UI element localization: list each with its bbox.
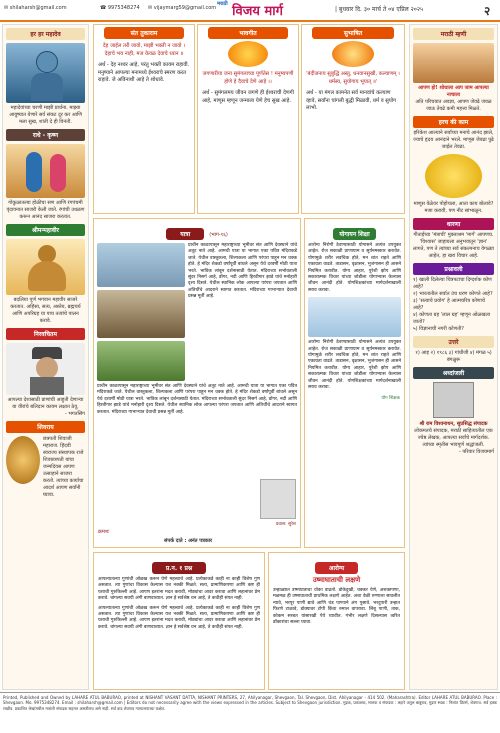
yatra-tag: यात्रा	[166, 228, 204, 240]
prashnavali-section	[413, 263, 494, 333]
bhavgeet-panel	[197, 24, 299, 214]
logo-small-text: मराठी	[217, 1, 228, 7]
shiva-image	[6, 43, 85, 103]
mother-heading: मराठी म्हणी	[413, 28, 494, 40]
dharana-text: गीताईच्या 'मंत्राची' मुक्ताश्रम 'मार्ग' आपणच. 'विश्वास' जाहायला अनुभवातून 'ज्ञान' लागते, पण ते त्यांच्या सर्व संकल्पनाच वेगळ्या आहेत, हा खरा विचार आहे.	[413, 232, 494, 259]
yatra-article	[93, 218, 301, 548]
author-photo	[260, 479, 296, 519]
phone-text: ☎ 9975348274	[100, 5, 140, 11]
shivaray-section	[6, 421, 85, 499]
mother-section	[413, 28, 494, 113]
subhashit-panel	[301, 24, 405, 214]
tukaram-verse: देह जाईल तरी जावो, माझी भक्ती न जावो । देहाचे भय नाही, मज केवळ देवाचे ध्यान ॥	[102, 43, 186, 57]
pn-text: आपल्यातल्या गुणांची ओळख करून घेणे महत्त्वाचे आहे. प्रत्येकाकडे काही ना काही विशेष गुण असतात. त्या गुणांचा विकास केल्यास यश नक्की मिळते. सत्य, प्रामाणिकपणा आणि कष्ट ही यशाची गुरुकिल्ली आहे. आपण इतरांना मदत करावी, मोठ्यांचा आदर करावा आणि लहानांवर प्रेम करावे. चांगल्या सवयी अंगी बाणवाव्यात. ज्ञान हे सर्वश्रेष्ठ धन आहे, ते कधीही संपत नाही.	[98, 577, 260, 602]
yoga-article	[304, 218, 405, 548]
shraddhanjali-section	[413, 367, 494, 456]
question-3: ३) 'सत्याचे प्रयोग' हे आत्मचरित्र कोणाचे आहे?	[413, 298, 485, 311]
subhashit-meaning: अर्थ - या मंगल कामनेत सर्व मानवांचे कल्याण व्हावे, सर्वांना चांगली बुद्धी मिळावी, धर्म व सुयोग लाभो.	[306, 90, 397, 111]
subhashit-image	[332, 41, 374, 67]
shivaray-heading: शिवराय	[6, 421, 85, 433]
subhashit-verse: 'बंदीजनाय सुबुद्धि अस्तु, धनवानसुखी, कल्याणम् । धर्मस्य, सुयोगाय भूयात् ॥'	[306, 71, 400, 85]
newspaper-logo	[198, 1, 302, 20]
har-har-section	[6, 28, 85, 126]
yatra-sub: (भाग-१६)	[209, 232, 228, 238]
masthead	[0, 0, 500, 22]
question-5: ५) विज्ञानाची नगरी कोणती?	[413, 326, 464, 332]
radha-section	[6, 129, 85, 221]
bhavgeet-verse: जगणारीया जना सुमंगलाच्या पूर्णतेस ! मनुष्यपणी होणे हे दैवाचे देणे आहे ।।	[202, 71, 294, 85]
yoga-author: योग शिक्षक	[381, 395, 400, 401]
tukaram-panel	[93, 24, 195, 214]
imprint-text: Printed, Published and Owned by LAHARE ATUL BABURAO, printed at NISHANT VASANT DATTA, NISHANT PRINTERS, 27, Ahilyanagar, Shevgaon, Tal. Shevgaon, Dist. Ahilyanagar - 414 502. (Maharashtra). Editor LAHARE ATUL BABURAO. Place : Shevgaon. Mo. 9975348274. Email : shilaharsh@gmail.com | Editors do not necessarily agree with the views expressed in the articles. Subject to Shevgaon jurisdiction. मुद्रक, प्रकाशक, मालक व संपादक : लहारे अतुल बाबुराव, मुद्रण स्थळ : निशांत प्रिंटर्स, शेवगाव. सर्व हक्क राखीव. प्रकाशित लेखांमधील मतांशी संपादक सहमत असतीलच असे नाही. सर्व वाद शेवगाव न्यायालयाच्या कक्षेत.	[3, 695, 497, 711]
bhagatsingh-image	[6, 343, 85, 395]
tukaram-heading: संत तुकाराम	[104, 27, 184, 39]
pn-article	[93, 552, 265, 690]
pn-tag: प्र.न. १ प्रश्न	[152, 562, 206, 574]
shiva-caption: महादेवांच्या चरणी माझी प्रार्थना. माझ्या आयुष्यात येणारे सर्व संकट दूर कर आणि मला सुख, शांती दे ही विनंती.	[9, 105, 82, 125]
mother-caption: आपण हो! शोधाला आप जाम आपल्या नाचाला	[418, 85, 489, 98]
yatra-text-cont: प्राचीन काळापासून महाराष्ट्राच्या भूमीवर संत आणि देवस्थाने यांचे अतूट नाते आहे. आमची यात्रा या भागात एका पवित्र मंदिराकडे जाते. येथील वास्तुकला, शिल्पकला आणि परंपरा पाहून मन थक्क होते. हे मंदिर शेकडो वर्षांपूर्वी बांधले असून येथे दरवर्षी मोठी यात्रा भरते. भाविक लांबून दर्शनासाठी येतात. मंदिराच्या सभोवताली सुंदर निसर्ग आहे, डोंगर, नदी आणि हिरवीगार झाडे यांचे मनोहारी दृश्य दिसते. येथील स्थानिक लोक आपल्या परंपरा जपतात आणि अतिथींचे आदराने स्वागत करतात. मंदिराच्या गाभाऱ्यात देवाची प्रसन्न मूर्ती आहे.	[97, 384, 297, 415]
pn-text-cont: आपल्यातल्या गुणांची ओळख करून घेणे महत्त्वाचे आहे. प्रत्येकाकडे काही ना काही विशेष गुण असतात. त्या गुणांचा विकास केल्यास यश नक्की मिळते. सत्य, प्रामाणिकपणा आणि कष्ट ही यशाची गुरुकिल्ली आहे. आपण इतरांना मदत करावी, मोठ्यांचा आदर करावा आणि लहानांवर प्रेम करावे. चांगल्या सवयी अंगी बाणवाव्यात. ज्ञान हे सर्वश्रेष्ठ धन आहे, ते कधीही संपत नाही.	[98, 605, 260, 630]
yoga-text: आरोग्य निरोगी ठेवण्यासाठी योगासने अत्यंत उपयुक्त आहेत. रोज सकाळी प्राणायाम व सूर्यनमस्कार करावेत. योगामुळे शरीर लवचिक होते, मन शांत राहते आणि एकाग्रता वाढते. ताडासन, वृक्षासन, भुजंगासन ही आसने नियमित करावीत. योग्य आहार, पुरेशी झोप आणि सकारात्मक विचार यांच्या जोडीला योगाभ्यास केल्यास जीवन आनंदी होते. योगशिक्षकांच्या मार्गदर्शनाखाली सराव करावा.	[308, 243, 401, 293]
radha-caption: गोकुळातल्या होळीचा सण आणि रंगपंचमी वृंदावनात साजरी केली जाते. रंगांची उधळण करून आनंद साजरा करतात.	[6, 200, 85, 220]
singh-caption: आपल्या देशासाठी प्राणांची आहुती देणाऱ्या या वीरांचे बलिदान कायम लक्षात ठेवू.	[7, 397, 84, 410]
question-1: १) खाली दिलेल्या चित्रपटाचा दिग्दर्शक कोण आहे?	[413, 277, 492, 290]
uttare-section	[413, 336, 494, 364]
right-column	[409, 24, 498, 690]
shivaray-seal-image	[6, 436, 40, 484]
uttare-heading: उत्तरे	[413, 336, 494, 348]
mother-image	[413, 43, 494, 83]
left-column	[2, 24, 89, 690]
temple-image-3	[97, 341, 185, 381]
temple-image-1	[97, 243, 185, 287]
tribute-photo	[433, 382, 474, 418]
dateline: | बुधवार दि. ३० मार्च ते ०४ एप्रिल २०२५	[335, 6, 424, 13]
buddha-image	[6, 239, 85, 295]
email-text: ✉ shilaharsh@gmail.com	[4, 5, 67, 11]
buddha-section	[6, 224, 85, 325]
question-2: २) भारतातील सर्वात उंच धरण कोणते आहे?	[413, 291, 493, 297]
bhavgeet-heading: भावगीत	[208, 27, 288, 39]
tribute-signature: - परिवार विजयमार्ग	[458, 449, 494, 455]
tribute-name: श्री राम विश्वनाथन, सुप्रसिद्ध संपादक	[419, 421, 488, 427]
yatra-sign: संपर्क दाते : अनंत पत्रकार	[164, 538, 213, 544]
arogya-article	[268, 552, 405, 690]
yatra-text: प्राचीन काळापासून महाराष्ट्राच्या भूमीवर संत आणि देवस्थाने यांचे अतूट नाते आहे. आमची यात्रा या भागात एका पवित्र मंदिराकडे जाते. येथील वास्तुकला, शिल्पकला आणि परंपरा पाहून मन थक्क होते. हे मंदिर शेकडो वर्षांपूर्वी बांधले असून येथे दरवर्षी मोठी यात्रा भरते. भाविक लांबून दर्शनासाठी येतात. मंदिराच्या सभोवताली सुंदर निसर्ग आहे, डोंगर, नदी आणि हिरवीगार झाडे यांचे मनोहारी दृश्य दिसते. येथील स्थानिक लोक आपल्या परंपरा जपतात आणि अतिथींचे आदराने स्वागत करतात. मंदिराच्या गाभाऱ्यात देवाची प्रसन्न मूर्ती आहे.	[188, 243, 297, 300]
singh-signature: - भगतसिंग	[64, 411, 85, 417]
email-text-2: ✉ vijaymarg59@gmail.com	[148, 5, 217, 11]
answers-text: १) आइ २) १९८६ ३) गांधीजी ४) मंगळ ५) बंगळुरू	[415, 350, 492, 363]
shraddhanjali-heading: श्रध्दांजली	[413, 367, 494, 379]
arogya-title: उष्माघाताची लक्षणे	[312, 576, 361, 584]
buddha-heading: श्रीमन्महावीर	[6, 224, 85, 236]
nirvachanam-heading: निरवचितम	[6, 328, 85, 340]
bhavgeet-meaning: अर्थ - सुमंगलमय जीवन जगणे ही ईश्वराची देणगी आहे, माणूस म्हणून जन्माला येणे हेच सुख आहे.	[202, 90, 294, 104]
logo-text: विजय मार्ग	[232, 4, 283, 19]
bhavgeet-image	[228, 41, 268, 67]
nirvachanam-section	[6, 328, 85, 418]
arogya-text: उन्हाळ्यात उष्माघाताचा धोका वाढतो. डोकेदुखी, चक्कर येणे, अशक्तपणा, मळमळ ही उष्माघाताची प्राथमिक लक्षणे आहेत. अशा वेळी रुग्णाला सावलीत न्यावे, भरपूर पाणी द्यावे आणि थंड पाण्याने अंग पुसावे. भरदुपारी उन्हात फिरणे टाळावे, डोक्यावर टोपी किंवा रुमाल वापरावा. लिंबू पाणी, ताक, कोकम सरबत यांसारखी पेये घ्यावीत. गंभीर लक्षणे दिसल्यास त्वरित डॉक्टरांचा सल्ला घ्यावा.	[273, 588, 400, 626]
radha-krishna-image	[6, 144, 85, 198]
imprint-footer	[0, 692, 500, 733]
shivaray-caption: छत्रपती शिवाजी महाराज. हिंदवी स्वराज्य संस्थापक राजे शिवछत्रपती यांचा जन्मदिवस आपण उत्साहाने साजरा करतो. त्यांच्या कार्याचा आदर्श आपण सर्वांनी घ्यावा.	[43, 436, 84, 498]
yatra-credit: क्रमशः	[98, 529, 110, 535]
question-4: ४) कोणता ग्रह 'लाल ग्रह' म्हणून ओळखला जातो?	[413, 312, 491, 325]
joke-caption: माणूस वेळेवर पोहोचला, आता काय बोलावे? मजा करावी, पण नीट सांभाळून.	[413, 201, 494, 214]
tukaram-meaning: अर्थ - देह नश्वर आहे, परंतु भक्ती कायम राहावी. मनुष्याने आपल्या मनामध्ये ईश्वराचे स्मरण करत राहावे. जे अविनाशी आहे ते शोधावे.	[98, 62, 190, 83]
dharana-section	[413, 218, 494, 260]
page-number: २	[484, 4, 491, 18]
laughing-emoji-image	[425, 154, 482, 198]
dharana-heading: धारणा	[413, 218, 494, 230]
har-kam-section	[413, 116, 494, 215]
yoga-tag: योगायन शिक्षा	[333, 228, 375, 240]
tribute-text: लोकमतचे संपादक, मराठी साहित्यातील एक ज्येष्ठ लेखक, आपल्या सर्वांचे मार्गदर्शक. त्यांच्या स्मृतीस भावपूर्ण श्रद्धांजली.	[414, 428, 493, 448]
har-har-heading: हर हर महादेव	[6, 28, 85, 40]
mother-caption-2: अति परिचयात अवज्ञा, आपण जेवढे जवळ जाऊ तेवढे कमी महत्त्व मिळते.	[415, 99, 492, 112]
temple-image-2	[97, 290, 185, 338]
yoga-image	[308, 297, 401, 337]
radha-heading: राधे - कृष्ण	[6, 129, 85, 141]
yoga-text-cont: आरोग्य निरोगी ठेवण्यासाठी योगासने अत्यंत उपयुक्त आहेत. रोज सकाळी प्राणायाम व सूर्यनमस्कार करावेत. योगामुळे शरीर लवचिक होते, मन शांत राहते आणि एकाग्रता वाढते. ताडासन, वृक्षासन, भुजंगासन ही आसने नियमित करावीत. योग्य आहार, पुरेशी झोप आणि सकारात्मक विचार यांच्या जोडीला योगाभ्यास केल्यास जीवन आनंदी होते. योगशिक्षकांच्या मार्गदर्शनाखाली सराव करावा.	[308, 340, 401, 391]
prashnavali-heading: प्रश्नावली	[413, 263, 494, 275]
yatra-author: प्रवास: सुरेश	[275, 522, 296, 527]
har-kam-heading: हरच की काम	[413, 116, 494, 128]
subhashit-heading: सुभाषित	[312, 27, 394, 39]
arogya-tag: आरोग्य	[315, 562, 358, 574]
buddha-caption: बदलिया पूर्ण भगवान महावीर साजरे करतात. अहिंसा, सत्य, अस्तेय, ब्रह्मचर्य आणि अपरिग्रह या पाच तत्वांचे पालन करावे.	[10, 297, 81, 324]
har-kam-caption: हरिकेश आल्याने सर्वांच्या मनाचे आनंद झाले, ज्याचे हृदय आनंदाने भरले. माणूस जेवढा पुढे जाईल तेवढा.	[413, 130, 494, 150]
